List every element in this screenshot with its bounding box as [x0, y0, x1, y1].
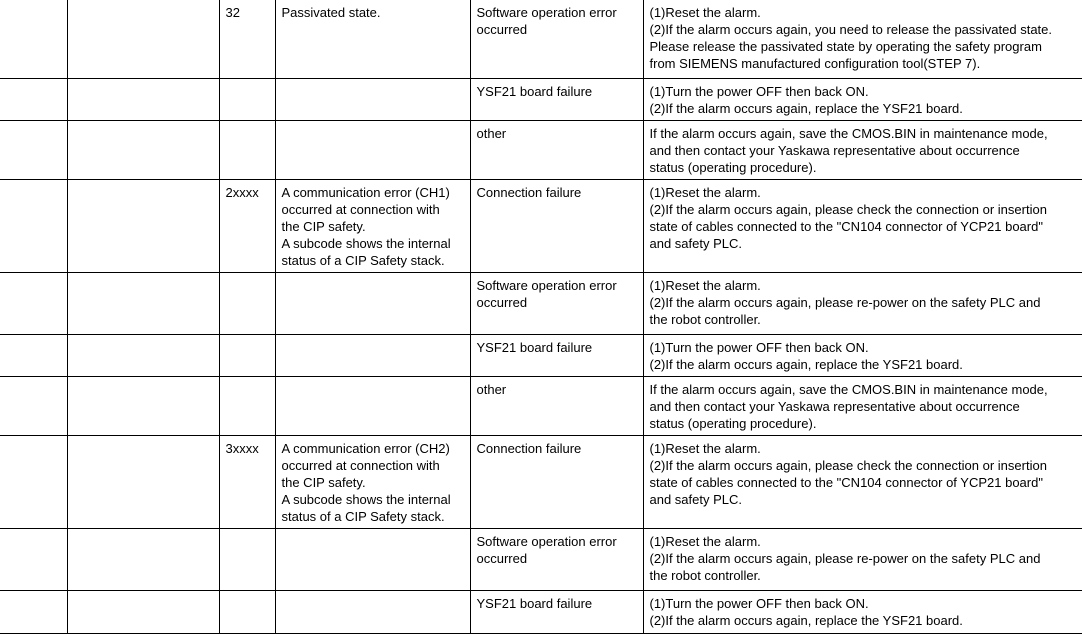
alarm-number-cell: [0, 334, 67, 376]
alarm-message-cell: [67, 590, 219, 633]
alarm-number-cell: [0, 0, 67, 78]
cause-line: Connection failure: [476, 440, 582, 456]
alarm-message-cell: [67, 376, 219, 435]
remedy-cell: [643, 590, 1082, 633]
meaning-cell: [275, 78, 470, 120]
meaning-cell: [275, 528, 470, 590]
remedy-line: (1)Reset the alarm.: [649, 533, 761, 549]
remedy-line: (1)Reset the alarm.: [649, 277, 761, 293]
table-row: [0, 272, 1082, 334]
meaning-line: Passivated state.: [281, 5, 381, 20]
remedy-line: (2)If the alarm occurs again, replace the YSF21 board.: [649, 356, 963, 372]
remedy-line: and then contact your Yaskawa representative about occurrence: [649, 142, 1020, 158]
meaning-cell: [275, 179, 470, 272]
alarm-number-cell: [0, 528, 67, 590]
cause-line: occurred: [476, 550, 528, 566]
cause-cell: [470, 528, 643, 590]
cause-line: YSF21 board failure: [476, 83, 593, 99]
remedy-line: (1)Turn the power OFF then back ON.: [649, 595, 869, 611]
remedy-line: (2)If the alarm occurs again, please check the connection or insertion: [649, 457, 1047, 473]
remedy-line: from SIEMENS manufactured configuration tool(STEP 7).: [649, 56, 981, 71]
remedy-line: (1)Turn the power OFF then back ON.: [649, 83, 869, 99]
alarm-number-cell: [0, 179, 67, 272]
alarm-number-cell: [0, 590, 67, 633]
alarm-message-cell: [67, 179, 219, 272]
alarm-message-cell: [67, 272, 219, 334]
remedy-line: the robot controller.: [649, 311, 761, 327]
cause-line: other: [476, 381, 507, 397]
table-row: [0, 376, 1082, 435]
remedy-line: (2)If the alarm occurs again, please re-power on the safety PLC and: [649, 294, 1041, 310]
subcode-cell: [219, 334, 275, 376]
meaning-cell: [275, 435, 470, 528]
remedy-cell: [643, 78, 1082, 120]
alarm-number-cell: [0, 120, 67, 179]
remedy-line: (1)Reset the alarm.: [649, 184, 761, 200]
remedy-line: (1)Reset the alarm.: [649, 440, 761, 456]
cause-cell: [470, 272, 643, 334]
meaning-line: A communication error (CH2): [281, 440, 450, 456]
meaning-cell: [275, 376, 470, 435]
subcode-cell: [219, 272, 275, 334]
cause-line: Software operation error: [476, 277, 617, 293]
cause-line: other: [476, 125, 507, 141]
meaning-line: the CIP safety.: [281, 474, 366, 490]
remedy-cell: [643, 0, 1082, 78]
remedy-cell: [643, 272, 1082, 334]
remedy-line: (2)If the alarm occurs again, replace the YSF21 board.: [649, 100, 963, 116]
subcode-cell: [219, 528, 275, 590]
cause-line: Software operation error: [476, 533, 617, 549]
remedy-line: and safety PLC.: [649, 235, 742, 251]
alarm-message-cell: [67, 120, 219, 179]
cause-cell: [470, 334, 643, 376]
table-row: [0, 590, 1082, 633]
remedy-line: status (operating procedure).: [649, 415, 817, 431]
cause-line: Software operation error: [476, 5, 617, 20]
remedy-line: (2)If the alarm occurs again, please re-power on the safety PLC and: [649, 550, 1041, 566]
table-row: [0, 78, 1082, 120]
alarm-number-cell: [0, 272, 67, 334]
cause-cell: [470, 78, 643, 120]
subcode-cell: [219, 78, 275, 120]
remedy-cell: [643, 120, 1082, 179]
remedy-line: state of cables connected to the "CN104 connector of YCP21 board": [649, 218, 1043, 234]
meaning-cell: [275, 120, 470, 179]
table-row: [0, 528, 1082, 590]
cause-cell: [470, 376, 643, 435]
remedy-cell: [643, 528, 1082, 590]
remedy-cell: [643, 435, 1082, 528]
remedy-line: If the alarm occurs again, save the CMOS.BIN in maintenance mode,: [649, 125, 1048, 141]
remedy-line: the robot controller.: [649, 567, 761, 583]
subcode-cell: 32: [219, 0, 275, 78]
subcode-cell: 3xxxx: [219, 435, 275, 528]
cause-cell: [470, 120, 643, 179]
cause-line: occurred: [476, 22, 528, 37]
cause-line: Connection failure: [476, 184, 582, 200]
alarm-number-cell: [0, 435, 67, 528]
remedy-line: (1)Turn the power OFF then back ON.: [649, 339, 869, 355]
table-row: [0, 334, 1082, 376]
meaning-cell: [275, 0, 470, 78]
remedy-line: (2)If the alarm occurs again, please check the connection or insertion: [649, 201, 1047, 217]
remedy-line: and safety PLC.: [649, 491, 742, 507]
cause-cell: [470, 590, 643, 633]
remedy-line: and then contact your Yaskawa representative about occurrence: [649, 398, 1020, 414]
alarm-message-cell: [67, 78, 219, 120]
cause-cell: [470, 179, 643, 272]
meaning-cell: [275, 334, 470, 376]
table-row: [0, 0, 1082, 78]
remedy-line: If the alarm occurs again, save the CMOS.BIN in maintenance mode,: [649, 381, 1048, 397]
alarm-number-cell: [0, 376, 67, 435]
remedy-line: status (operating procedure).: [649, 159, 817, 175]
cause-line: occurred: [476, 294, 528, 310]
cause-line: YSF21 board failure: [476, 339, 593, 355]
alarm-message-cell: [67, 435, 219, 528]
remedy-line: (2)If the alarm occurs again, replace the YSF21 board.: [649, 612, 963, 628]
remedy-cell: [643, 334, 1082, 376]
table-row: [0, 435, 1082, 528]
remedy-line: state of cables connected to the "CN104 connector of YCP21 board": [649, 474, 1043, 490]
table-row: [0, 179, 1082, 272]
alarm-message-cell: [67, 528, 219, 590]
meaning-line: status of a CIP Safety stack.: [281, 252, 445, 268]
alarm-message-cell: [67, 0, 219, 78]
subcode-cell: [219, 376, 275, 435]
alarm-number-cell: [0, 78, 67, 120]
cause-line: YSF21 board failure: [476, 595, 593, 611]
remedy-line: (2)If the alarm occurs again, you need to release the passivated state.: [649, 22, 1053, 37]
meaning-line: A subcode shows the internal: [281, 491, 451, 507]
meaning-cell: [275, 590, 470, 633]
meaning-line: A subcode shows the internal: [281, 235, 451, 251]
remedy-cell: [643, 179, 1082, 272]
meaning-line: A communication error (CH1): [281, 184, 450, 200]
subcode-cell: 2xxxx: [219, 179, 275, 272]
subcode-cell: [219, 590, 275, 633]
subcode-cell: [219, 120, 275, 179]
table-row: [0, 120, 1082, 179]
remedy-line: Please release the passivated state by operating the safety program: [649, 39, 1042, 54]
cause-cell: [470, 0, 643, 78]
meaning-line: the CIP safety.: [281, 218, 366, 234]
meaning-line: occurred at connection with: [281, 457, 440, 473]
cause-cell: [470, 435, 643, 528]
meaning-cell: [275, 272, 470, 334]
meaning-line: occurred at connection with: [281, 201, 440, 217]
meaning-line: status of a CIP Safety stack.: [281, 508, 445, 524]
alarm-message-cell: [67, 334, 219, 376]
remedy-line: (1)Reset the alarm.: [649, 5, 761, 20]
remedy-cell: [643, 376, 1082, 435]
